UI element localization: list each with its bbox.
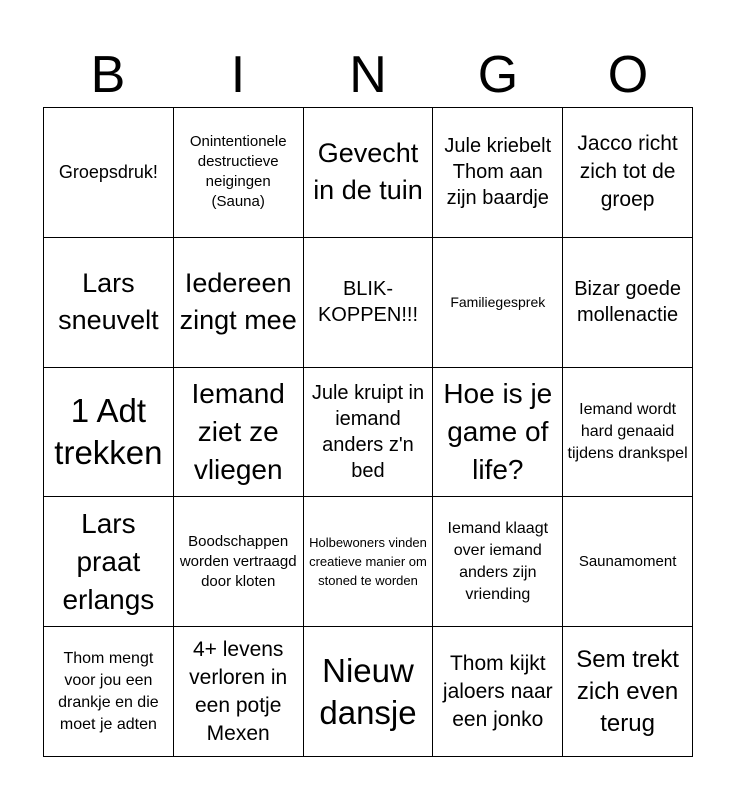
bingo-card [43, 107, 693, 757]
bingo-cell[interactable] [304, 368, 434, 498]
bingo-cell[interactable] [174, 238, 304, 368]
cell-text: Jule kriebelt Thom aan zijn baardje [444, 135, 552, 210]
cell-text: Iemand klaagt over iemand anders zijn vriending [447, 519, 549, 603]
cell-text: Lars sneuvelt [58, 268, 159, 336]
title-letter-i: I [230, 46, 246, 104]
title-letter-n: N [349, 46, 387, 104]
bingo-cell[interactable] [44, 238, 174, 368]
cell-text: Thom kijkt jaloers naar een jonko [442, 651, 553, 731]
title-letter-b: B [90, 46, 126, 104]
bingo-cell[interactable] [44, 108, 174, 238]
bingo-title [43, 44, 693, 106]
bingo-cell[interactable] [433, 108, 563, 238]
bingo-cell[interactable] [433, 238, 563, 368]
title-letter-g: G [477, 46, 519, 104]
cell-text: Bizar goede mollenactie [574, 278, 681, 327]
cell-text: Gevecht in de tuin [313, 138, 423, 206]
cell-text: Onintentionele destructieve neigingen (Sauna) [189, 133, 287, 211]
bingo-cell[interactable] [304, 108, 434, 238]
bingo-cell[interactable] [174, 497, 304, 627]
bingo-cell[interactable] [44, 627, 174, 757]
bingo-cell[interactable] [304, 627, 434, 757]
bingo-cell[interactable] [433, 368, 563, 498]
bingo-cell[interactable] [563, 108, 693, 238]
title-letter-o: O [607, 46, 649, 104]
cell-text: Holbewoners vinden creatieve manier om stoned te worden [309, 535, 427, 589]
bingo-cell[interactable] [563, 627, 693, 757]
cell-text: 4+ levens verloren in een potje Mexen [189, 637, 288, 745]
cell-text: BLIK-KOPPEN!!! [317, 278, 418, 327]
cell-text: Thom mengt voor jou een drankje en die moet je adten [58, 649, 159, 733]
bingo-cell[interactable] [563, 497, 693, 627]
bingo-cell[interactable] [44, 368, 174, 498]
cell-text: Lars praat erlangs [62, 507, 155, 615]
bingo-cell[interactable] [563, 238, 693, 368]
bingo-cell[interactable] [304, 497, 434, 627]
bingo-cell[interactable] [174, 108, 304, 238]
bingo-cell[interactable] [433, 627, 563, 757]
cell-text: Saunamoment [578, 552, 677, 570]
cell-text: Jacco richt zich tot de groep [577, 132, 678, 212]
bingo-cell[interactable] [433, 497, 563, 627]
cell-text: Iemand ziet ze vliegen [191, 377, 285, 485]
bingo-cell[interactable] [563, 368, 693, 498]
cell-text: Hoe is je game of life? [443, 377, 553, 485]
cell-text: Familiegesprek [450, 294, 546, 311]
cell-text: Iedereen zingt mee [179, 268, 297, 336]
bingo-cell[interactable] [304, 238, 434, 368]
cell-text: Nieuw dansje [319, 651, 417, 731]
cell-text: 1 Adt trekken [54, 391, 163, 471]
bingo-cell[interactable] [174, 368, 304, 498]
cell-text: Sem trekt zich even terug [576, 645, 679, 737]
cell-text: Iemand wordt hard genaaid tijdens drankspel [567, 400, 688, 462]
cell-text: Groepsdruk! [58, 161, 158, 182]
cell-text: Jule kruipt in iemand anders z'n bed [311, 381, 425, 482]
cell-text: Boodschappen worden vertraagd door kloten [179, 532, 297, 590]
bingo-cell[interactable] [174, 627, 304, 757]
bingo-cell[interactable] [44, 497, 174, 627]
